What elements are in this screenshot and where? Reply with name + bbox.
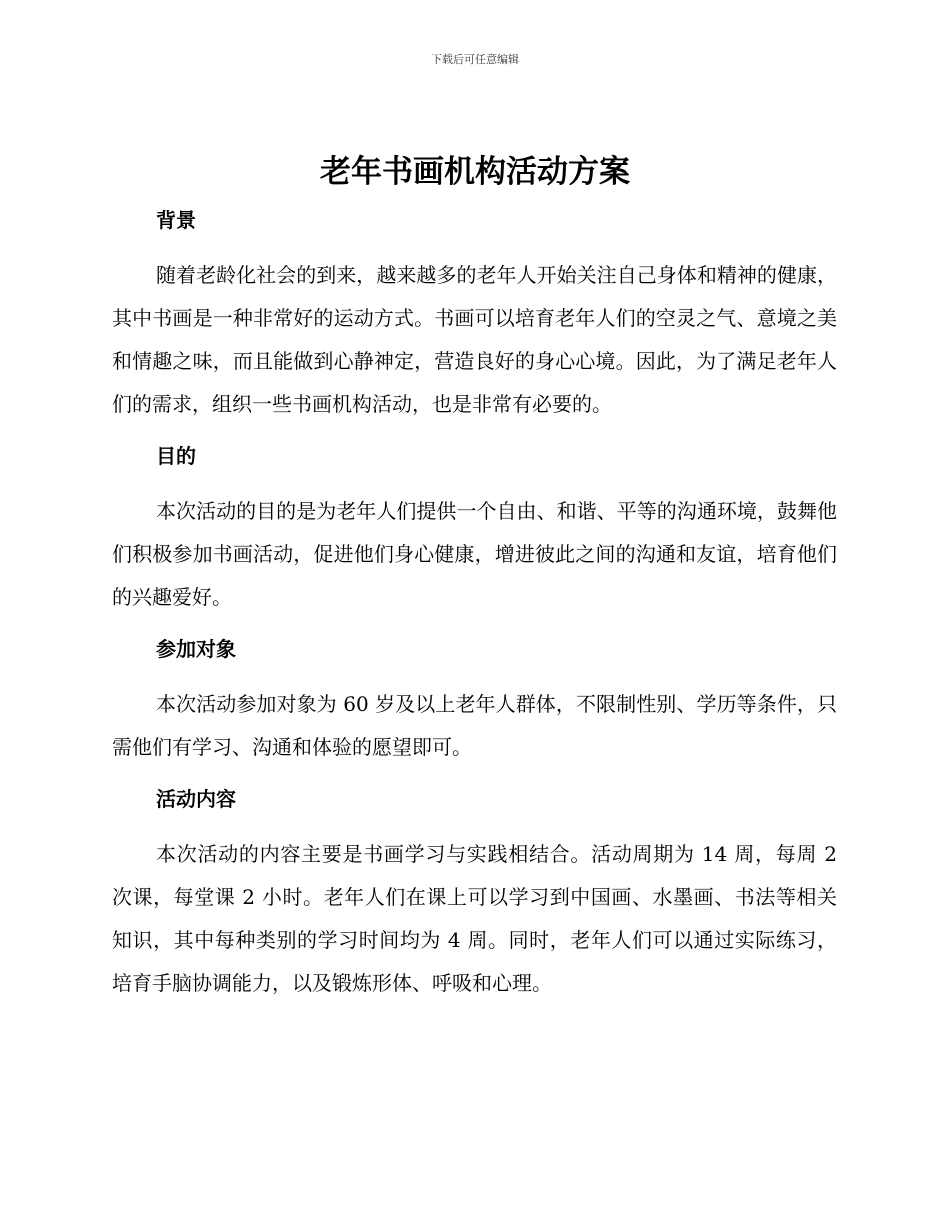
section-heading-activity-content: 活动内容 [156, 787, 236, 811]
section-heading-participants: 参加对象 [156, 637, 236, 661]
spacer [112, 669, 837, 683]
spacer [112, 619, 837, 629]
spacer [112, 240, 837, 254]
section-heading-background: 背景 [156, 208, 196, 232]
spacer [112, 426, 837, 436]
document-title: 老年书画机构活动方案 [320, 154, 630, 190]
section-heading-purpose: 目的 [156, 444, 196, 468]
spacer [112, 819, 837, 833]
document-body [112, 200, 837, 1005]
section-body-purpose: 本次活动的目的是为老年人们提供一个自由、和谐、平等的沟通环境，鼓舞他们积极参加书画活动，促进他们身心健康，增进彼此之间的沟通和友谊，培育他们的兴趣爱好。 [112, 499, 837, 609]
section-body-participants: 本次活动参加对象为 60 岁及以上老年人群体，不限制性别、学历等条件，只需他们有学习、沟通和体验的愿望即可。 [112, 692, 837, 759]
section-body-background: 随着老龄化社会的到来，越来越多的老年人开始关注自己身体和精神的健康，其中书画是一种非常好的运动方式。书画可以培育老年人们的空灵之气、意境之美和情趣之味，而且能做到心静神定，营造良好的身心心境。因此，为了满足老年人们的需求，组织一些书画机构活动，也是非常有必要的。 [112, 263, 837, 416]
section-body-activity-content: 本次活动的内容主要是书画学习与实践相结合。活动周期为 14 周，每周 2 次课，每堂课 2 小时。老年人们在课上可以学习到中国画、水墨画、书法等相关知识，其中每种类别的学习时间均为 4 周。同时，老年人们可以通过实际练习，培育手脑协调能力，以及锻炼形体、呼吸和心理。 [112, 842, 837, 995]
spacer [112, 769, 837, 779]
header-note: 下载后可任意编辑 [431, 53, 519, 66]
spacer [112, 476, 837, 490]
